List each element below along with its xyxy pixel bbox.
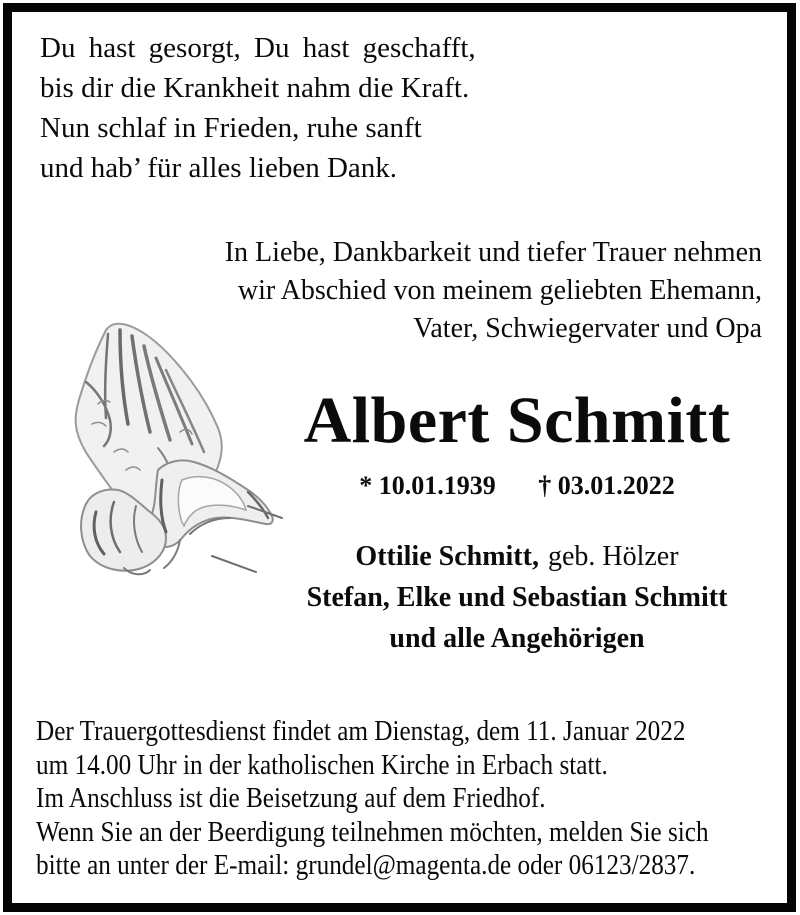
intro-line: In Liebe, Dankbarkeit und tiefer Trauer nehmen bbox=[224, 237, 762, 268]
intro-line: wir Abschied von meinem geliebten Ehemann, bbox=[237, 275, 762, 306]
poem-line: und hab’ für alles lieben Dank. bbox=[40, 152, 398, 184]
intro-block bbox=[225, 234, 762, 348]
intro-line: Vater, Schwiegervater und Opa bbox=[413, 313, 762, 344]
mourner-line-relatives: und alle Angehörigen bbox=[389, 623, 645, 654]
service-notice-line: um 14.00 Uhr in der katholischen Kirche in Erbach statt. bbox=[36, 749, 608, 781]
death-date-group bbox=[538, 471, 675, 500]
spouse-name: Ottilie Schmitt, bbox=[355, 541, 539, 572]
poem-line: bis dir die Krankheit nahm die Kraft. bbox=[40, 72, 470, 104]
died-cross-symbol: † bbox=[538, 471, 552, 500]
poem-line: Du hast gesorgt, Du hast geschafft, bbox=[40, 32, 476, 64]
service-notice-block bbox=[36, 715, 792, 883]
life-dates bbox=[236, 472, 798, 501]
poem-block bbox=[40, 28, 476, 188]
service-notice-line: Wenn Sie an der Beerdigung teilnehmen möchten, melden Sie sich bbox=[36, 816, 709, 848]
birth-date-group bbox=[359, 471, 502, 500]
mourner-line-children: Stefan, Elke und Sebastian Schmitt bbox=[306, 582, 728, 613]
poem-line: Nun schlaf in Frieden, ruhe sanft bbox=[40, 112, 422, 144]
death-date: 03.01.2022 bbox=[557, 471, 675, 500]
mourners-block bbox=[236, 536, 798, 659]
service-notice-line: Der Trauergottesdienst findet am Dienstag, dem 11. Januar 2022 bbox=[36, 716, 686, 747]
born-star-symbol: * bbox=[359, 471, 373, 500]
birth-date: 10.01.1939 bbox=[378, 471, 496, 500]
deceased-name: Albert Schmitt bbox=[303, 384, 731, 457]
spouse-maiden-name: geb. Hölzer bbox=[547, 541, 679, 572]
mourner-line-spouse bbox=[236, 536, 798, 577]
service-notice-line: bitte an unter der E-mail: grundel@magenta.de oder 06123/2837. bbox=[36, 850, 696, 881]
service-notice-line: Im Anschluss ist die Beisetzung auf dem Friedhof. bbox=[36, 783, 546, 814]
